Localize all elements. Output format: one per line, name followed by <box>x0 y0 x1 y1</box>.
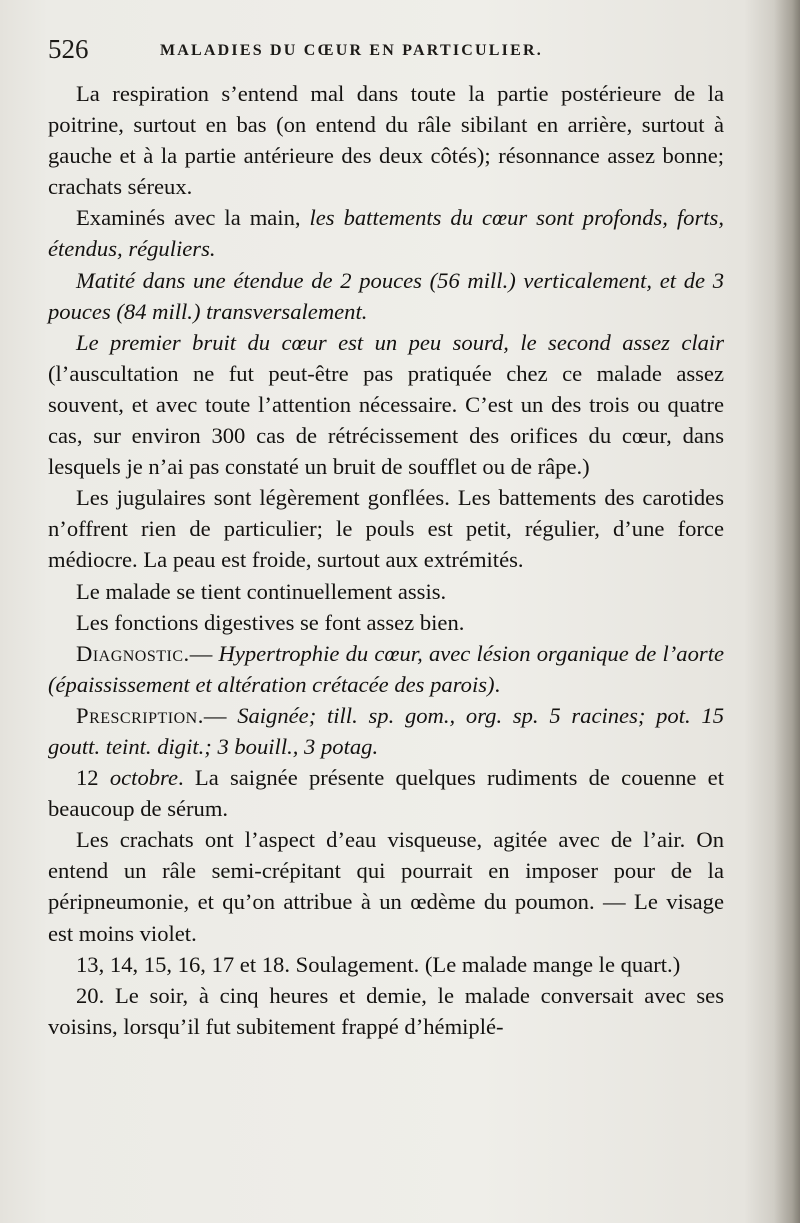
running-title: MALADIES DU CŒUR EN PARTICULIER. <box>160 42 543 59</box>
body-text <box>48 78 724 1042</box>
paragraph-text: (l’auscultation ne fut peut-être pas pratiquée chez ce malade assez souvent, et avec toute l’attention nécessaire. C’est un des trois ou quatre cas, sur environ 300 cas de rétrécissement des orifices du cœur, dans lesquels je n’ai pas constaté un bruit de soufflet ou de râpe.) <box>48 360 724 480</box>
italic-text: Matité dans une étendue de 2 pouces (56 mill.) verticalement, et de 3 pouces (84 mill.) transversalement. <box>48 267 724 324</box>
paragraph-text: . <box>494 671 501 697</box>
paragraph-text: Le malade se tient continuellement assis. <box>76 578 447 604</box>
paragraph-text: 20. Le soir, à cinq heures et demie, le malade conversait avec ses voisins, lorsqu’il fut subitement frappé d’hémiplé- <box>48 982 724 1039</box>
italic-text: Saignée; till. sp. gom., org. sp. 5 racines; pot. 15 goutt. teint. digit.; 3 bouill., 3 potag. <box>48 702 724 759</box>
prescription-heading: Prescription. <box>76 702 204 728</box>
page-edge-shadow <box>774 0 800 1223</box>
paragraph-text: 12 <box>76 765 110 791</box>
paragraph-text: Examinés avec la main, <box>76 205 310 231</box>
italic-text: Hypertrophie du cœur, avec lésion organique de l’aorte (épaississement et altération crétacée des parois) <box>48 640 724 697</box>
paragraph-matite <box>48 265 724 327</box>
diagnostic-heading: Diagnostic. <box>76 640 190 666</box>
paragraph-respiration <box>48 78 724 202</box>
paragraph-text: Les jugulaires sont légèrement gonflées. Les battements des carotides n’offrent rien de particulier; le pouls est petit, régulier, d’une force médiocre. La peau est froide, surtout aux extrémités. <box>48 485 724 573</box>
paragraph-text: Les fonctions digestives se font assez bien. <box>76 609 465 635</box>
paragraph-text: — <box>203 702 238 728</box>
paragraph-text: Les crachats ont l’aspect d’eau visqueuse, agitée avec de l’air. On entend un râle semi-crépitant qui pourrait en imposer pour de la péripneumonie, et qu’on attribue à un œdème du poumon. — Le visage est moins violet. <box>48 827 724 946</box>
italic-text: les battements du cœur sont profonds, forts, étendus, réguliers. <box>48 205 724 262</box>
paragraph-text: — <box>189 640 219 666</box>
paragraph-assis <box>48 576 724 607</box>
paragraph-crachats <box>48 824 724 948</box>
paragraph-jugulaires <box>48 482 724 575</box>
page-number: 526 <box>48 34 89 64</box>
italic-text: octobre <box>109 765 179 791</box>
paragraph-examination <box>48 202 724 264</box>
page-header <box>48 34 768 68</box>
paragraph-text: . La saignée présente quelques rudiments de couenne et beaucoup de sérum. <box>48 765 724 822</box>
italic-text: Le premier bruit du cœur est un peu sourd, le second assez clair <box>76 329 724 355</box>
paragraph-prescription <box>48 700 724 762</box>
paragraph-diagnostic <box>48 638 724 700</box>
paragraph-soulagement <box>48 949 724 980</box>
paragraph-bruit <box>48 327 724 482</box>
paragraph-text: 13, 14, 15, 16, 17 et 18. Soulagement. (Le malade mange le quart.) <box>76 951 681 977</box>
paragraph-hemiplegie <box>48 980 724 1042</box>
paragraph-octobre <box>48 762 724 824</box>
paragraph-digestives <box>48 607 724 638</box>
paragraph-text: La respiration s’entend mal dans toute la partie postérieure de la poitrine, surtout en bas (on entend du râle sibilant en arrière, surtout à gauche et à la partie antérieure des deux côtés); résonnance assez bonne; crachats séreux. <box>48 81 724 200</box>
